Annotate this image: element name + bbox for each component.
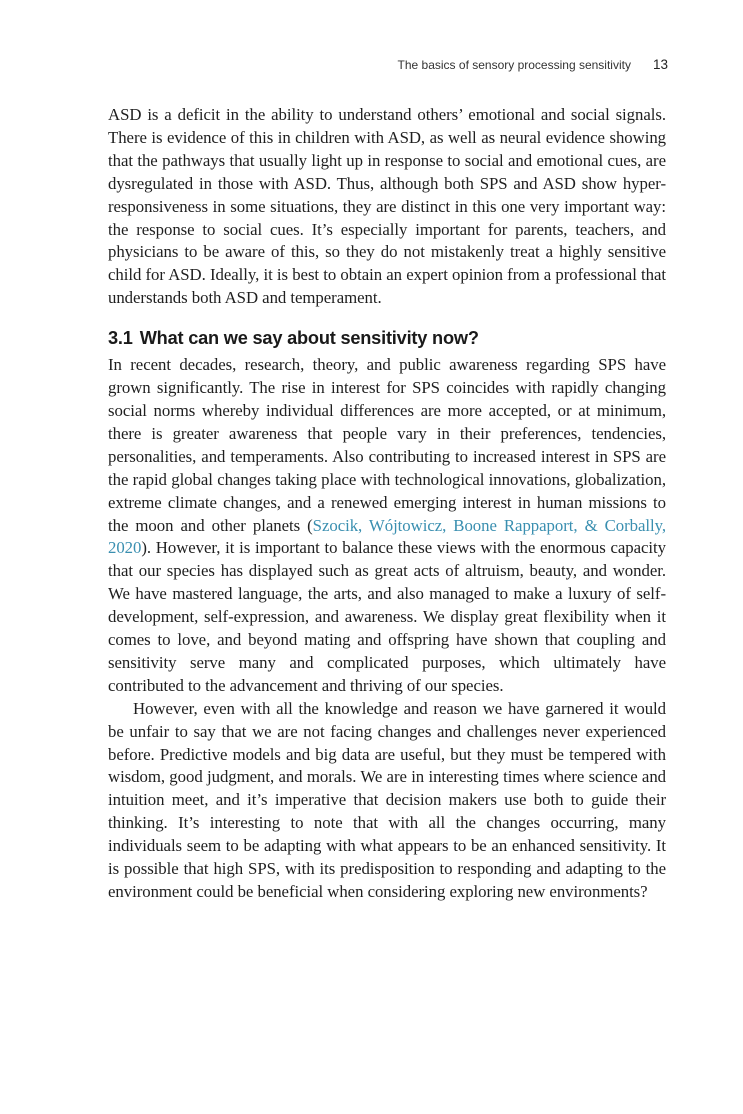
section-title: What can we say about sensitivity now? <box>139 328 479 349</box>
section-number: 3.1 <box>108 328 133 349</box>
paragraph-however: However, even with all the knowledge and reason we have garnered it would be unfair to say that we are not facing changes and challenges never experienced before. Predictive models and big data are useful, but they must be tempered with wisdom, good judgment, and morals. We are in interesting times where science and intuition meet, and it’s imperative that decision makers use both to guide their thinking. It’s interesting to note that with all the changes occurring, many individuals seem to be adapting with what appears to be an enhanced sensitivity. It is possible that high SPS, with its predisposition to responding and adapting to the environment could be beneficial when considering exploring new environments? <box>108 698 666 901</box>
running-head <box>108 57 668 72</box>
page-body <box>108 104 666 904</box>
section-heading <box>108 326 666 350</box>
paragraph-text-part: ). However, it is important to balance these views with the enormous capacity that our species has displayed such as great acts of altruism, beauty, and wonder. We have mastered language, the arts, and also managed to make a luxury of self-development, self-expression, and awareness. We display great flexibility when it comes to love, and beyond mating and offspring have shown that coupling and sensitivity serve many and complicated purposes, which ultimately have contributed to the advancement and thriving of our species. <box>108 538 666 695</box>
running-title: The basics of sensory processing sensitivity <box>397 58 631 72</box>
page-number: 13 <box>652 57 668 72</box>
citation-link[interactable]: Szocik, Wójtowicz, Boone Rappaport, & Corbally, 2020 <box>108 515 667 558</box>
paragraph-asd: ASD is a deficit in the ability to understand others’ emotional and social signals. There is evidence of this in children with ASD, as well as neural evidence showing that the pathways that usually light up in response to social and emotional cues, are dysregulated in those with ASD. Thus, although both SPS and ASD show hyper-responsiveness in some situations, they are distinct in this one very important way: the response to social cues. It’s especially important for parents, teachers, and physicians to be aware of this, so they do not mistakenly treat a highly sensitive child for ASD. Ideally, it is best to obtain an expert opinion from a professional that understands both ASD and temperament. <box>108 105 666 308</box>
paragraph-text-part: In recent decades, research, theory, and public awareness regarding SPS have grown significantly. The rise in interest for SPS coincides with rapidly changing social norms whereby individual differences are more accepted, or at minimum, there is greater awareness that people vary in their preferences, tendencies, personalities, and temperaments. Also contributing to increased interest in SPS are the rapid global changes taking place with technological innovations, globalization, extreme climate changes, and a renewed emerging interest in human missions to the moon and other planets ( <box>108 355 666 535</box>
paragraph-recent-decades <box>108 354 666 698</box>
